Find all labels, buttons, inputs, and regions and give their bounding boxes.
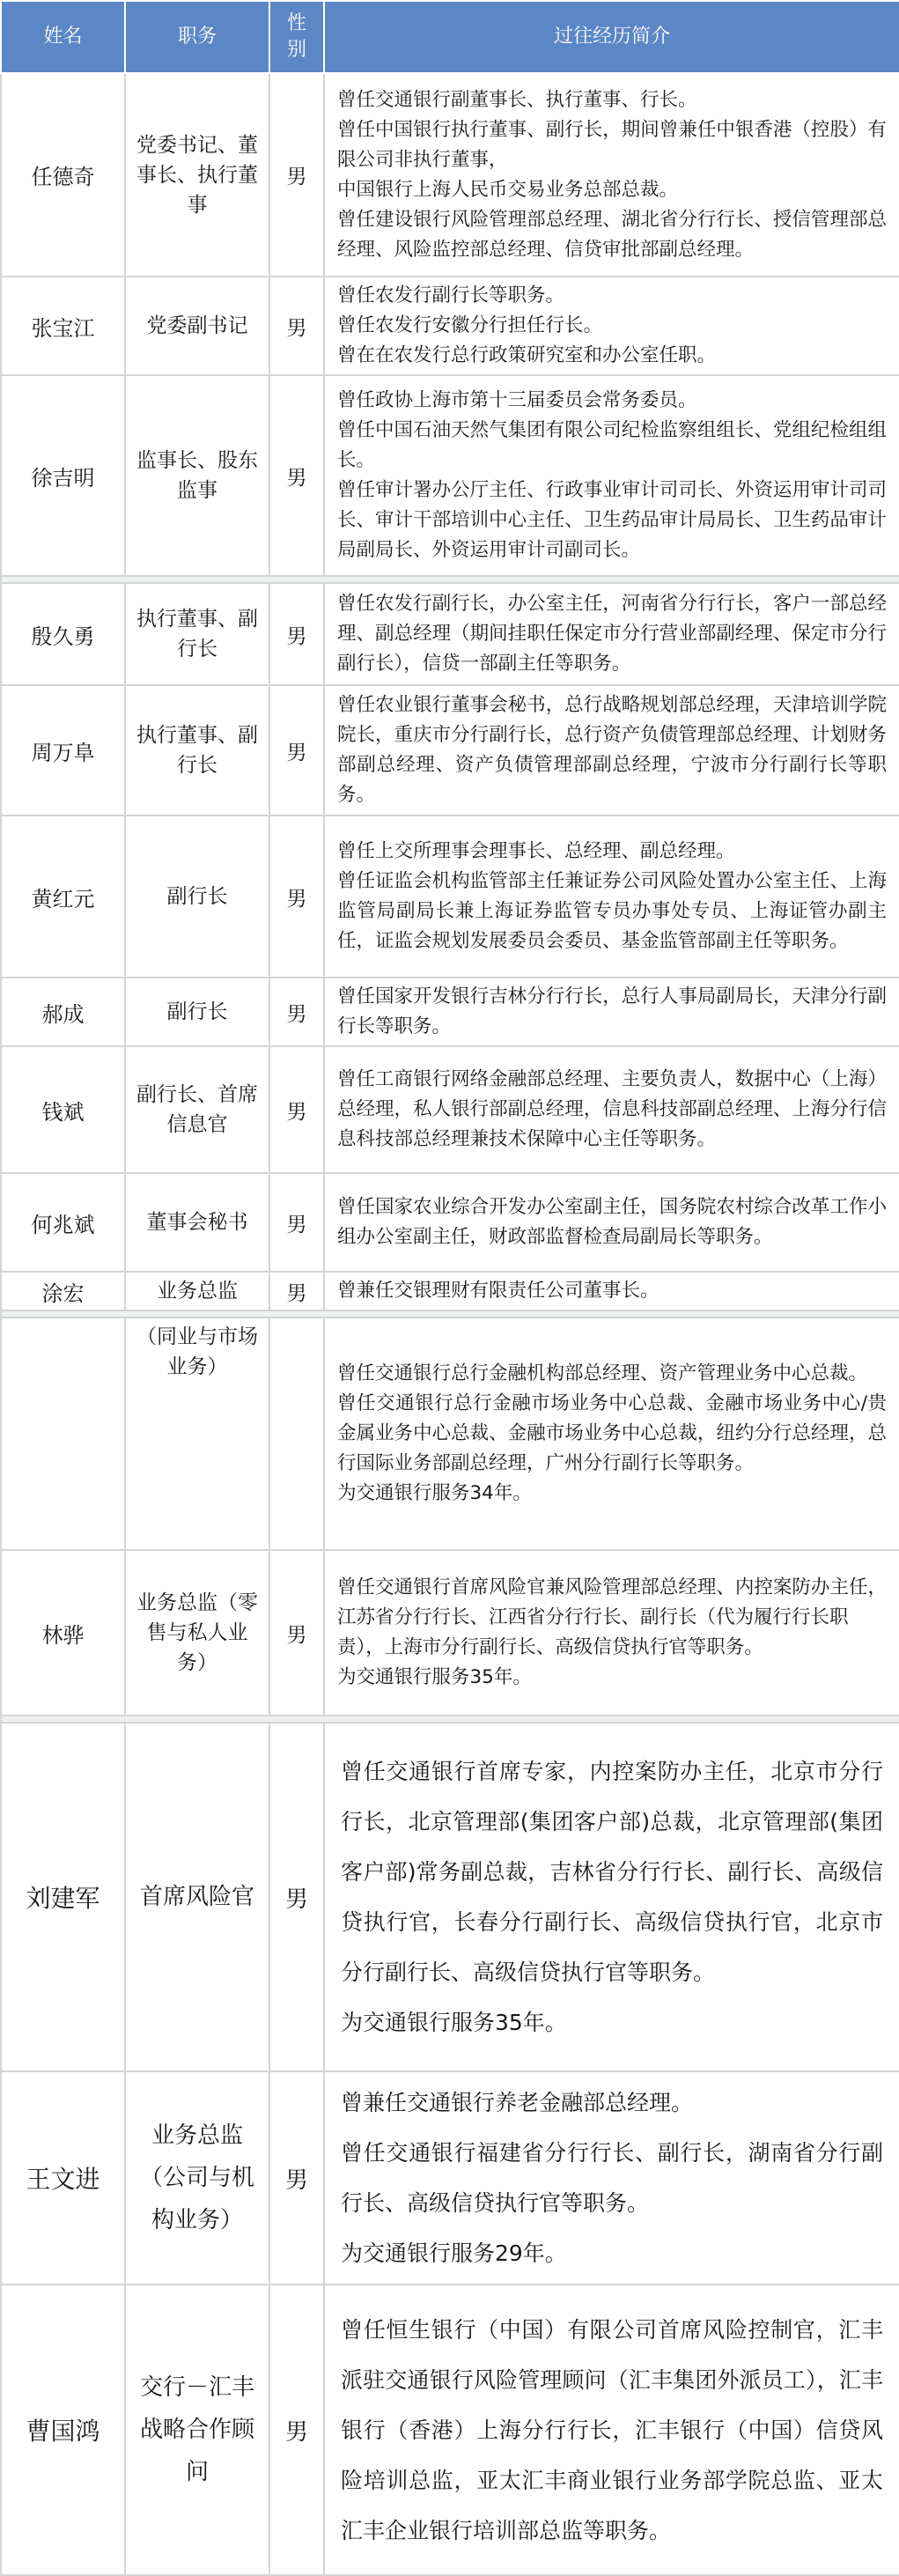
table-row	[1, 1550, 899, 1716]
table-row	[1, 1318, 899, 1550]
row-divider	[1, 576, 899, 583]
cell-gender: 男	[269, 1046, 324, 1173]
cell-position: 党委书记、董事长、执行董事	[125, 73, 269, 277]
bio-line: 曾任中国石油天然气集团有限公司纪检监察组组长、党组纪检组组长。	[337, 419, 887, 471]
divider-cell	[1, 1716, 899, 1723]
bio-line: 曾任国家农业综合开发办公室副主任，国务院农村综合改革工作小组办公室副主任，财政部监督检查局副局长等职务。	[337, 1196, 887, 1248]
bio-line: 曾任建设银行风险管理部总经理、湖北省分行行长、授信管理部总经理、风险监控部总经理、信贷审批部副总经理。	[337, 208, 887, 261]
cell-gender: 男	[269, 685, 324, 816]
bio-line: 曾任上交所理事会理事长、总经理、副总经理。	[337, 840, 735, 862]
cell-name: 殷久勇	[1, 583, 125, 685]
cell-gender: 男	[269, 277, 324, 375]
bio-line: 曾任农业银行董事会秘书，总行战略规划部总经理，天津培训学院院长，重庆市分行副行长，总行资产负债管理部总经理、计划财务部副总经理、资产负债管理部副总经理，宁波市分行副行长等职务。	[337, 694, 887, 806]
cell-experience	[324, 2284, 899, 2575]
bio-line: 曾任交通银行总行金融机构部总经理、资产管理业务中心总裁。	[337, 1362, 868, 1384]
table-row	[1, 1046, 899, 1173]
table-row	[1, 277, 899, 375]
bio-line: 为交通银行服务34年。	[337, 1482, 532, 1504]
cell-name: 钱斌	[1, 1046, 125, 1173]
cell-name	[1, 1318, 125, 1550]
cell-position: 执行董事、副行长	[125, 685, 269, 816]
cell-experience	[324, 583, 899, 685]
cell-position: 副行长	[125, 978, 269, 1046]
bio-line: 曾在在农发行总行政策研究室和办公室任职。	[337, 344, 717, 366]
cell-position: 业务总监	[125, 1272, 269, 1310]
bio-line: 曾任农发行安徽分行担任行长。	[337, 314, 603, 336]
table-row	[1, 583, 899, 685]
table-row	[1, 1272, 899, 1310]
cell-position: 首席风险官	[125, 1723, 269, 2071]
cell-name: 王文进	[1, 2071, 125, 2284]
table-row	[1, 1173, 899, 1272]
cell-gender: 男	[269, 1550, 324, 1716]
cell-gender: 男	[269, 2071, 324, 2284]
table-header-row	[1, 1, 899, 73]
row-divider	[1, 1310, 899, 1318]
cell-experience	[324, 1272, 899, 1310]
cell-name: 刘建军	[1, 1723, 125, 2071]
cell-gender: 男	[269, 375, 324, 576]
cell-experience	[324, 1046, 899, 1173]
cell-experience	[324, 685, 899, 816]
cell-experience	[324, 1318, 899, 1550]
bio-line: 曾任工商银行网络金融部总经理、主要负责人，数据中心（上海）总经理，私人银行部副总经理，信息科技部副总经理、上海分行信息科技部总经理兼技术保障中心主任等职务。	[337, 1068, 887, 1150]
cell-name: 徐吉明	[1, 375, 125, 576]
divider-cell	[1, 1310, 899, 1318]
table-row	[1, 2284, 899, 2575]
cell-position: 党委副书记	[125, 277, 269, 375]
header-gender	[269, 1, 324, 73]
bio-line: 为交通银行服务29年。	[341, 2240, 567, 2266]
bio-line: 为交通银行服务35年。	[337, 1666, 532, 1688]
cell-experience	[324, 816, 899, 978]
cell-gender: 男	[269, 583, 324, 685]
table-row	[1, 685, 899, 816]
bio-line: 曾兼任交通银行养老金融部总经理。	[341, 2090, 694, 2115]
cell-position: 副行长	[125, 816, 269, 978]
cell-name: 何兆斌	[1, 1173, 125, 1272]
bio-line: 曾任交通银行首席专家，内控案防办主任，北京市分行行长，北京管理部(集团客户部)总裁，北京管理部(集团客户部)常务副总裁，吉林省分行行长、副行长、高级信贷执行官，长春分行副行长、高级信贷执行官，北京市分行副行长、高级信贷执行官等职务。	[341, 1759, 883, 1985]
bio-line: 曾任恒生银行（中国）有限公司首席风险控制官，汇丰派驻交通银行风险管理顾问（汇丰集团外派员工），汇丰银行（香港）上海分行行长，汇丰银行（中国）信贷风险培训总监，亚太汇丰商业银行业务部学院总监、亚太汇丰企业银行培训部总监等职务。	[341, 2316, 883, 2543]
cell-name: 郝成	[1, 978, 125, 1046]
cell-gender: 男	[269, 1723, 324, 2071]
table-row	[1, 73, 899, 277]
cell-experience	[324, 978, 899, 1046]
cell-position: 业务总监（公司与机构业务）	[125, 2071, 269, 2284]
cell-name: 涂宏	[1, 1272, 125, 1310]
cell-gender: 男	[269, 1173, 324, 1272]
table-row	[1, 978, 899, 1046]
cell-position: 监事长、股东监事	[125, 375, 269, 576]
cell-experience	[324, 375, 899, 576]
cell-position: 业务总监（零售与私人业务）	[125, 1550, 269, 1716]
cell-name: 任德奇	[1, 73, 125, 277]
bio-line: 曾任国家开发银行吉林分行行长，总行人事局副局长，天津分行副行长等职务。	[337, 985, 887, 1037]
cell-gender: 男	[269, 816, 324, 978]
bio-line: 曾任证监会机构监管部主任兼证券公司风险处置办公室主任、上海监管局副局长兼上海证券监管专员办事处专员、上海证管办副主任，证监会规划发展委员会委员、基金监管部副主任等职务。	[337, 870, 887, 952]
bio-line: 责），上海市分行副行长、高级信贷执行官等职务。	[337, 1636, 763, 1658]
table-row	[1, 375, 899, 576]
bio-line: 曾任审计署办公厅主任、行政事业审计司司长、外资运用审计司司长、审计干部培训中心主任、卫生药品审计局局长、卫生药品审计局副局长、外资运用审计司副司长。	[337, 479, 887, 561]
bio-line: 曾任政协上海市第十三届委员会常务委员。	[337, 389, 697, 411]
cell-experience	[324, 73, 899, 277]
cell-name: 周万阜	[1, 685, 125, 816]
cell-gender: 男	[269, 73, 324, 277]
bio-line: 曾任农发行副行长，办公室主任，河南省分行行长，客户一部总经理、副总经理（期间挂职任保定市分行营业部副经理、保定市分行副行长），信贷一部副主任等职务。	[337, 593, 887, 675]
row-divider	[1, 1716, 899, 1723]
cell-name: 黄红元	[1, 816, 125, 978]
cell-gender: 男	[269, 2284, 324, 2575]
cell-position: 执行董事、副行长	[125, 583, 269, 685]
header-experience: 过往经历简介	[324, 1, 899, 73]
table-row	[1, 2071, 899, 2284]
bio-line: 为交通银行服务35年。	[341, 2010, 567, 2035]
bio-line: 曾任交通银行总行金融市场业务中心总裁、金融市场业务中心/贵金属业务中心总裁、金融市场业务中心总裁，纽约分行总经理，总行国际业务部副总经理，广州分行副行长等职务。	[337, 1392, 887, 1474]
cell-gender	[269, 1318, 324, 1550]
cell-experience	[324, 2071, 899, 2284]
bio-line: 曾任交通银行副董事长、执行董事、行长。	[337, 88, 697, 111]
bio-line: 中国银行上海人民币交易业务总部总裁。	[337, 178, 679, 201]
table-row	[1, 1723, 899, 2071]
bio-line: 曾兼任交银理财有限责任公司董事长。	[337, 1280, 660, 1302]
cell-gender: 男	[269, 978, 324, 1046]
cell-gender: 男	[269, 1272, 324, 1310]
cell-experience	[324, 1723, 899, 2071]
cell-position: 董事会秘书	[125, 1173, 269, 1272]
cell-position: 副行长、首席信息官	[125, 1046, 269, 1173]
cell-name: 张宝江	[1, 277, 125, 375]
cell-position: 交行－汇丰战略合作顾问	[125, 2284, 269, 2575]
cell-experience	[324, 1173, 899, 1272]
header-position: 职务	[125, 1, 269, 73]
cell-position: （同业与市场业务）	[125, 1318, 269, 1550]
bio-line: 曾任农发行副行长等职务。	[337, 284, 565, 306]
cell-name: 林骅	[1, 1550, 125, 1716]
header-name: 姓名	[1, 1, 125, 73]
bio-line: 曾任交通银行福建省分行行长、副行长，湖南省分行副行长、高级信贷执行官等职务。	[341, 2140, 883, 2216]
table-row	[1, 816, 899, 978]
bio-line: 曾任中国银行执行董事、副行长，期间曾兼任中银香港（控股）有限公司非执行董事，	[337, 118, 887, 171]
cell-experience	[324, 1550, 899, 1716]
header-gender-text: 性别	[286, 12, 306, 61]
cell-name: 曹国鸿	[1, 2284, 125, 2575]
divider-cell	[1, 576, 899, 583]
bio-line: 曾任交通银行首席风险官兼风险管理部总经理、内控案防办主任，江苏省分行行长、江西省分行行长、副行长（代为履行行长职	[337, 1576, 887, 1628]
cell-experience	[324, 277, 899, 375]
